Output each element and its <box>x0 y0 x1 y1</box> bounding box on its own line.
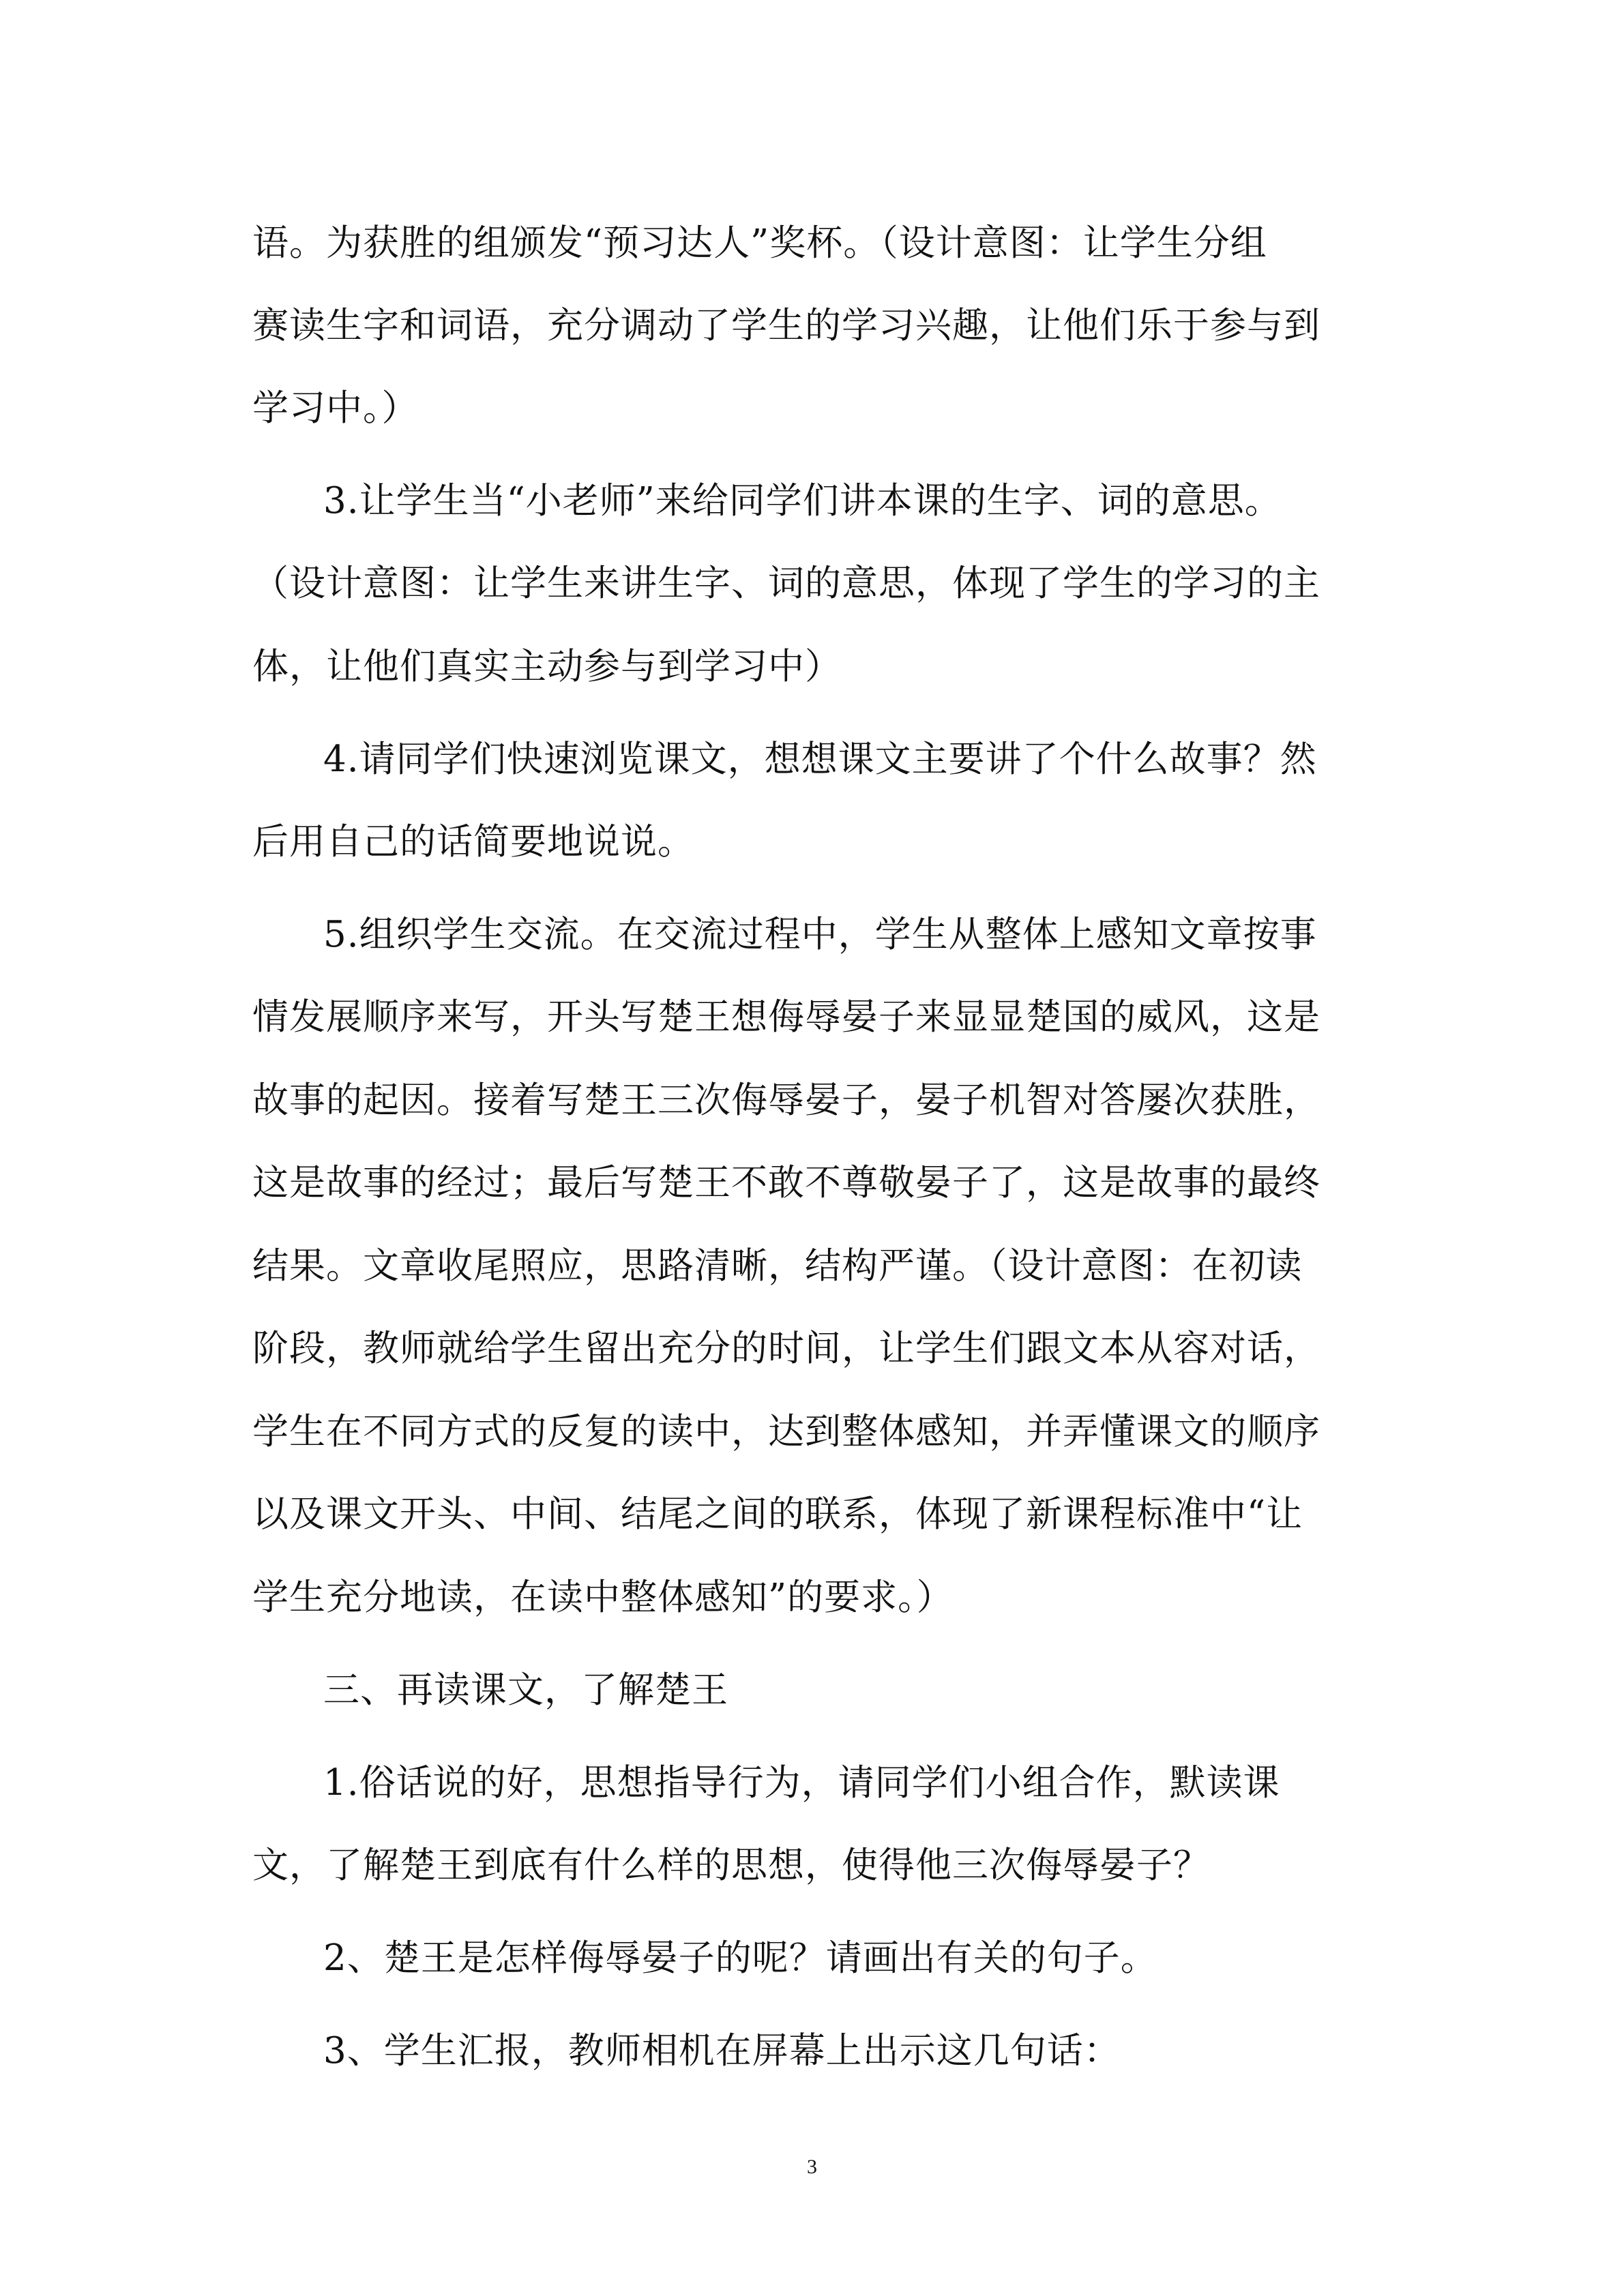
text-line: 阶段，教师就给学生留出充分的时间，让学生们跟文本从容对话， <box>252 1328 1320 1369</box>
text-line: 5.组织学生交流。在交流过程中，学生从整体上感知文章按事 <box>323 914 1317 955</box>
text-line: 后用自己的话简要地说说。 <box>252 821 694 863</box>
text-line: 3.让学生当“小老师”来给同学们讲本课的生字、词的意思。 <box>323 480 1282 522</box>
text-line: 语。为获胜的组颁发“预习达人”奖杯。（设计意图：让学生分组 <box>252 222 1267 264</box>
text-line: 故事的起因。接着写楚王三次侮辱晏子，晏子机智对答屡次获胜， <box>252 1079 1320 1121</box>
text-line: 这是故事的经过；最后写楚王不敢不尊敬晏子了，这是故事的最终 <box>252 1162 1320 1204</box>
text-line: （设计意图：让学生来讲生字、词的意思，体现了学生的学习的主 <box>252 563 1320 604</box>
text-line: 3、学生汇报，教师相机在屏幕上出示这几句话： <box>323 2030 1121 2072</box>
text-line: 结果。文章收尾照应，思路清晰，结构严谨。（设计意图：在初读 <box>252 1245 1303 1287</box>
text-line: 1.俗话说的好，思想指导行为，请同学们小组合作，默读课 <box>323 1762 1280 1804</box>
text-line: 赛读生字和词语，充分调动了学生的学习兴趣，让他们乐于参与到 <box>252 305 1320 346</box>
text-line: 体，让他们真实主动参与到学习中） <box>252 646 842 687</box>
text-line: 学生在不同方式的反复的读中，达到整体感知，并弄懂课文的顺序 <box>252 1411 1320 1452</box>
page-number: 3 <box>807 2156 817 2178</box>
section-heading: 三、再读课文，了解楚王 <box>323 1669 728 1711</box>
text-line: 学习中。） <box>252 387 419 429</box>
text-line: 学生充分地读，在读中整体感知”的要求。） <box>252 1577 954 1618</box>
text-line: 2、楚王是怎样侮辱晏子的呢？请画出有关的句子。 <box>323 1937 1157 1979</box>
text-line: 以及课文开头、中间、结尾之间的联系，体现了新课程标准中“让 <box>252 1493 1303 1535</box>
text-line: 文，了解楚王到底有什么样的思想，使得他三次侮辱晏子？ <box>252 1845 1210 1886</box>
text-line: 4.请同学们快速浏览课文，想想课文主要讲了个什么故事？然 <box>323 739 1317 780</box>
text-line: 情发展顺序来写，开头写楚王想侮辱晏子来显显楚国的威风，这是 <box>252 996 1320 1038</box>
